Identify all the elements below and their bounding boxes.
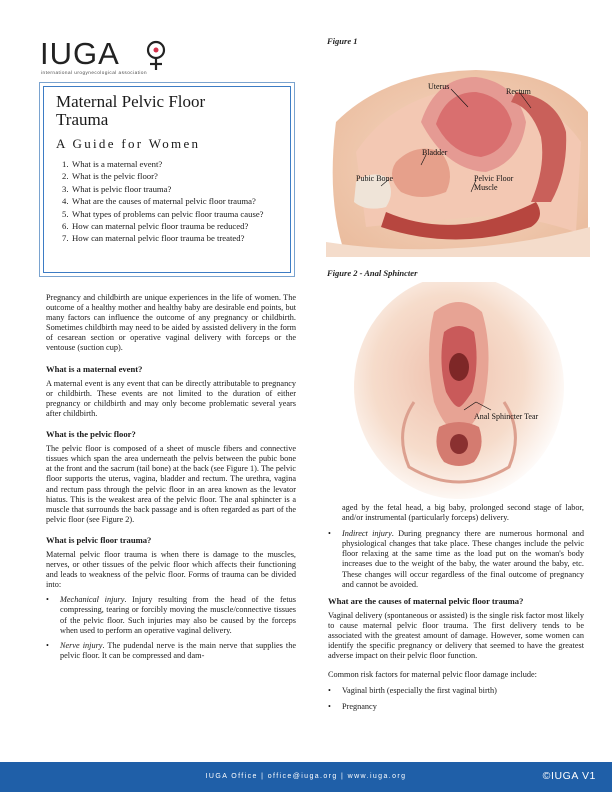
- female-symbol-icon: [145, 40, 167, 72]
- paragraph-pelvic-floor: The pelvic floor is composed of a sheet of muscle fibers and connective tissues which span the area underneath the pelvis between the pubic bone at the front and the sacrum (tail bone) at the back (see Figure 1). The pelvic floor supports the uterus, vagina, bladder and rectum. The urethra, vagina and rectum pass through the pelvic floor in an area known as the levator hiatus. This is the weakest area of the pelvic floor. The anal sphincter is a muscle that surrounds the back passage and is often regarded as part of the pelvic floor (see Figure 2).: [46, 444, 296, 524]
- heading-maternal-event: What is a maternal event?: [46, 363, 143, 374]
- trauma-forms-list: [46, 595, 296, 661]
- intro-paragraph: Pregnancy and childbirth are unique experiences in the life of women. The outcome of a healthy mother and healthy baby are desirable end points, but many factors can influence the outcome of any pregnancy or childbirth. Sometimes childbirth may need to be aided by assisted delivery in the form of cesarean section or operative vaginal delivery with forceps or the ventouse (suction cup).: [46, 293, 296, 353]
- figure1-label: Figure 1: [327, 36, 358, 46]
- title-box: [39, 82, 295, 277]
- figure1-illustration: [326, 52, 590, 257]
- pelvic-anatomy-illustration: [326, 52, 590, 257]
- iuga-logo: [40, 38, 180, 78]
- anal-sphincter-illustration: [354, 282, 584, 502]
- paragraph-maternal-event: A maternal event is any event that can be directly attributable to pregnancy or childbirth. These events are not limited to the duration of either pregnancy or childbirth and may only become problematic several years after childbirth.: [46, 378, 296, 418]
- list-item: • Nerve injury. The pudendal nerve is the main nerve that supplies the pelvic floor. It can be compressed and dam-: [46, 640, 296, 660]
- label-anal-sphincter-tear: Anal Sphincter Tear: [474, 412, 539, 421]
- risk-factors-list: [328, 686, 584, 711]
- toc-item: 5. What types of problems can pelvic floor trauma cause?: [62, 208, 264, 219]
- label-rectum: Rectum: [506, 87, 531, 96]
- paragraph-causes: Vaginal delivery (spontaneous or assisted) is the single risk factor most likely to cause maternal pelvic floor trauma. The first delivery tends to be associated with the greatest amount of damage. However, some women can identify the specific pregnancy or delivery that seemed to have the greatest adverse impact on their pelvic floor function.: [328, 610, 584, 661]
- paragraph-risk-factors: Common risk factors for maternal pelvic floor damage include:: [328, 670, 537, 680]
- figure2-illustration: [354, 282, 584, 502]
- label-bladder: Bladder: [422, 148, 448, 157]
- heading-causes: What are the causes of maternal pelvic floor trauma?: [328, 595, 524, 606]
- left-column: [46, 293, 296, 666]
- list-item: • Mechanical injury. Injury resulting from the head of the fetus compressing, tearing or forcibly moving the muscle/connective tissues of the pelvic floor. Such injuries may also be caused by the forceps when used to perform an operative vaginal delivery.: [46, 595, 296, 635]
- page-subtitle: A Guide for Women: [56, 136, 201, 151]
- right-column: [328, 503, 584, 717]
- footer-bar: [0, 762, 612, 792]
- figure2-label: Figure 2 - Anal Sphincter: [327, 268, 418, 278]
- toc-item: 6. How can maternal pelvic floor trauma be reduced?: [62, 221, 249, 232]
- toc-item: 7. How can maternal pelvic floor trauma be treated?: [62, 233, 245, 244]
- label-pubic-bone: Pubic Bone: [356, 174, 394, 183]
- indirect-injury-list: [328, 529, 584, 590]
- toc-item: 3. What is pelvic floor trauma?: [62, 183, 172, 194]
- heading-pelvic-floor: What is the pelvic floor?: [46, 429, 136, 440]
- paragraph-pelvic-floor-trauma: Maternal pelvic floor trauma is when there is damage to the muscles, nerves, or other tissues of the pelvic floor which affects their functioning and leads to weakness of the pelvic floor. Forms of trauma can be divided into:: [46, 549, 296, 590]
- footer-contact: IUGA Office | office@iuga.org | www.iuga.org: [205, 773, 407, 780]
- page-title: Maternal Pelvic Floor Trauma: [56, 92, 206, 129]
- toc-item: 1. What is a maternal event?: [62, 159, 163, 169]
- toc-item: 4. What are the causes of maternal pelvic floor trauma?: [62, 196, 256, 207]
- table-of-contents: [56, 158, 282, 245]
- logo-wordmark: IUGA: [40, 36, 120, 71]
- list-item: • Vaginal birth (especially the first vaginal birth): [328, 686, 497, 696]
- list-item: • Indirect injury. During pregnancy there are numerous hormonal and physiological changes that take place. These changes include the pelvic floor relaxing at the same time as the load put on the woman's body increases due to the weight of the baby, the water around the baby, etc. These changes will occur regardless of the final outcome of pregnancy and cannot be avoided.: [328, 529, 584, 589]
- label-uterus: Uterus: [428, 82, 450, 91]
- list-item: • Pregnancy: [328, 701, 377, 711]
- toc-item: 2. What is the pelvic floor?: [62, 171, 158, 182]
- heading-pelvic-floor-trauma: What is pelvic floor trauma?: [46, 534, 152, 545]
- label-pelvic-floor-muscle: Pelvic Floor Muscle: [474, 174, 514, 192]
- logo-tagline: international urogynecological association: [41, 70, 148, 75]
- continuation-paragraph: aged by the fetal head, a big baby, prolonged second stage of labor, and/or instrumental (particularly forceps) delivery.: [342, 503, 584, 523]
- footer-version: ©IUGA V1: [542, 770, 596, 782]
